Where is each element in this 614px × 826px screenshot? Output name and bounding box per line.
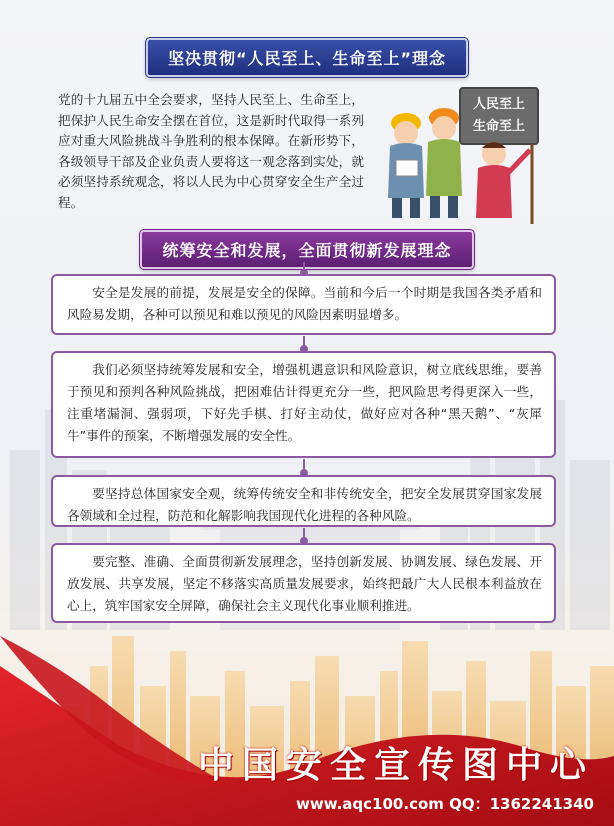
content-box-2	[51, 351, 556, 458]
section-header-1	[0, 38, 614, 77]
box3-text: 要坚持总体国家安全观，统筹传统安全和非传统安全，把安全发展贯穿国家发展各领域和全过程，防范和化解影响我国现代化进程的各种风险。	[67, 486, 542, 523]
brand-name: 中国安全宣传图中心	[197, 744, 594, 786]
connector	[303, 459, 305, 474]
header2-title: 统筹安全和发展，全面贯彻新发展理念	[140, 230, 473, 269]
header1-title: 坚决贯彻“人民至上、生命至上”理念	[146, 38, 468, 77]
svg-text:人民至上: 人民至上	[472, 97, 526, 112]
connector	[303, 262, 305, 274]
box2-text: 我们必须坚持统筹发展和安全，增强机遇意识和风险意识，树立底线思维，要善于预见和预判各种风险挑战，把困难估计得更充分一些，把风险思考得更深入一些，注重堵漏洞、强弱项，下好先手棋、打好主动仗，做好应对各种“黑天鹅”、“灰犀牛”事件的预案，不断增强发展的安全性。	[67, 362, 542, 443]
box4-text: 要完整、准确、全面贯彻新发展理念，坚持创新发展、协调发展、绿色发展、开放发展、共享发展，坚定不移落实高质量发展要求，始终把最广大人民根本利益放在心上，筑牢国家安全屏障，确保社会主义现代化事业顺利推进。	[67, 554, 542, 613]
workers-illustration	[382, 78, 552, 224]
intro-paragraph: 党的十九届五中全会要求，坚持人民至上、生命至上，把保护人民生命安全摆在首位，这是新时代取得一系列应对重大风险挑战斗争胜利的根本保障。在新形势下，各级领导干部及企业负责人要将这一观念落到实处，就必须坚持系统观念，将以人民为中心贯穿安全生产全过程。	[58, 92, 364, 210]
connector	[303, 336, 305, 350]
box1-text: 安全是发展的前提，发展是安全的保障。当前和今后一个时期是我国各类矛盾和风险易发期，各种可以预见和难以预见的风险因素明显增多。	[67, 285, 542, 322]
content-box-3	[51, 475, 556, 527]
content-box-1	[51, 274, 556, 335]
connector	[303, 528, 305, 542]
city-flag-banner	[0, 596, 614, 826]
section-header-2	[0, 230, 614, 269]
svg-text:生命至上: 生命至上	[472, 119, 526, 134]
footer-contact: www.aqc100.com QQ：1362241340	[296, 795, 594, 813]
